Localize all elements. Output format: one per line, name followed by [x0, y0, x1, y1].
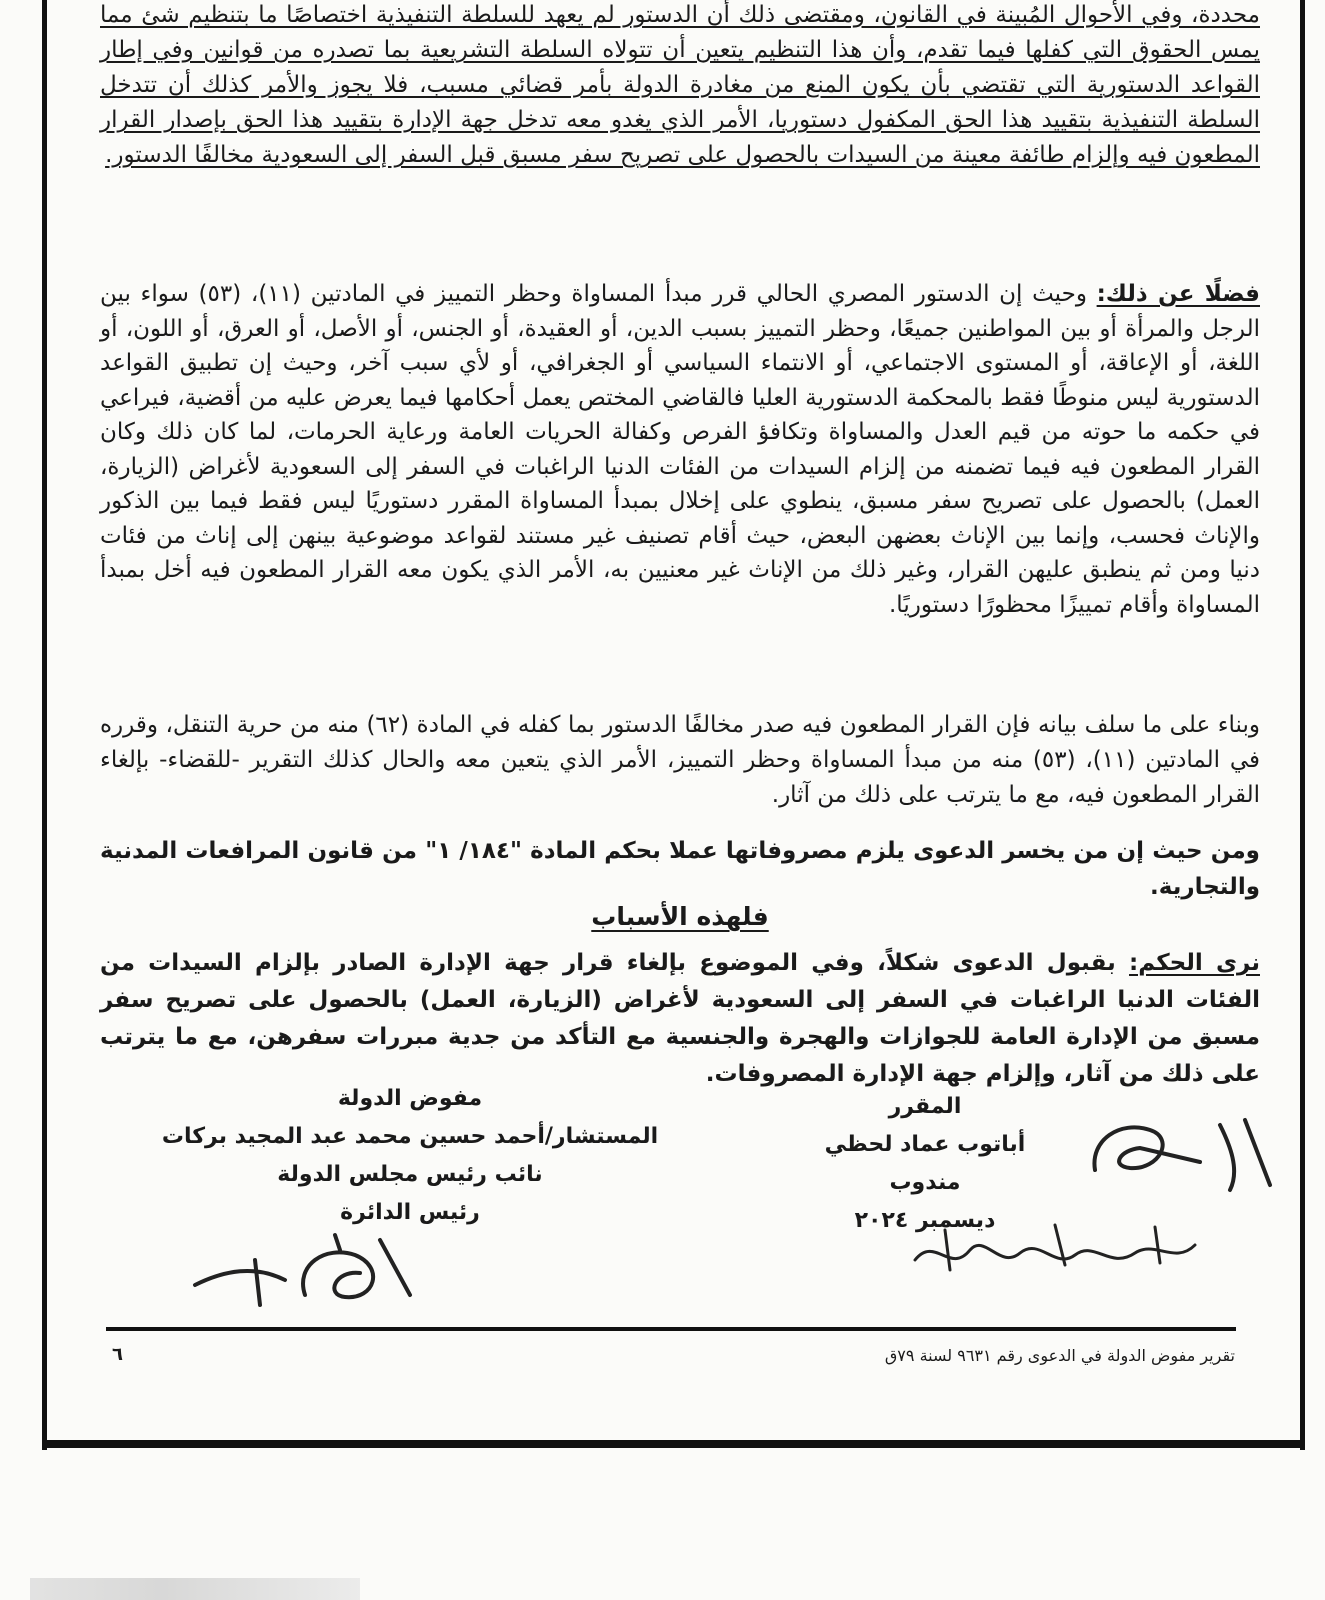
paragraph-lead-ruling: نرى الحكم: [1129, 950, 1260, 976]
paragraph-equality-text: وحيث إن الدستور المصري الحالي قرر مبدأ المساواة وحظر التمييز في المادتين (١١)، (٥٣) سواء بين الرجل والمرأة أو بين المواطنين جميعًا، وحظر التمييز بسبب الدين، أو العقيدة، أو الجنس، أو الأصل، أو العرق، أو اللون، أو اللغة، أو الإعاقة، أو المستوى الاجتماعي، أو الانتماء السياسي أو الجغرافي، أو لأي سبب آخر، وحيث إن تطبيق القواعد الدستورية ليس منوطًا فقط بالمحكمة الدستورية العليا فالقاضي المختص يعمل أحكامها فيما يعرض عليه من أقضية، فيراعي في حكمه ما حوته من قيم العدل والمساواة وتكافؤ الفرص وكفالة الحريات العامة ورعاية الحرمات، لما كان ذلك وكان القرار المطعون فيه فيما تضمنه من إلزام السيدات من الفئات الدنيا الراغبات في السفر إلى السعودية لأغراض (الزيارة، العمل) بالحصول على تصريح سفر مسبق، ينطوي على إخلال بمبدأ المساواة المقرر دستوريًا ليس فقط فيما بين الذكور والإناث فحسب، وإنما بين الإناث بعضهن البعض، حيث أقام تصنيف غير مستند لقواعد موضوعية بينهن إلى إناث من فئات دنيا ومن ثم ينطبق عليهن القرار، وغير ذلك من الإناث غير معنيين به، الأمر الذي يكون معه القرار المطعون فيه أخل بمبدأ المساواة وأقام تمييزًا محظورًا دستوريًا. [100, 281, 1260, 618]
commissioner-name: المستشار/أحمد حسين محمد عبد المجيد بركات [161, 1124, 659, 1149]
page-frame-left [42, 0, 47, 1450]
section-heading-reasons: فلهذه الأسباب [591, 902, 769, 931]
handwritten-name-rapporteur [905, 1215, 1205, 1285]
page-frame-bottom [42, 1440, 1305, 1448]
page-frame-right [1300, 0, 1305, 1450]
paragraph-lead-moreover: فضلًا عن ذلك: [1096, 281, 1260, 307]
rapporteur-role: مندوب [889, 1170, 961, 1195]
scan-smudge [30, 1578, 360, 1600]
footer-rule [106, 1327, 1236, 1331]
paragraph-conclusion: وبناء على ما سلف بيانه فإن القرار المطعون فيه صدر مخالفًا الدستور بما كفله في المادة (٦٢) منه من حرية التنقل، وقرره في المادتين (١١)، (٥٣) منه من مبدأ المساواة وحظر التمييز، الأمر الذي يتعين معه والحال كذلك التقرير -للقضاء- بإلغاء القرار المطعون فيه، مع ما يترتب على ذلك من آثار. [100, 712, 1260, 808]
paragraph-constitution-travel: محددة، وفي الأحوال المُبينة في القانون، ومقتضى ذلك أن الدستور لم يعهد للسلطة التنفيذية اختصاصًا ما بتنظيم شئ مما يمس الحقوق التي كفلها فيما تقدم، وأن هذا التنظيم يتعين أن تتولاه السلطة التشريعية بما تصدره من قوانين وفي إطار القواعد الدستورية التي تقتضي بأن يكون المنع من مغادرة الدولة بأمر قضائي مسبب، فلا يجوز والأمر كذلك أن تتدخل السلطة التنفيذية بتقييد هذا الحق المكفول دستوريا، الأمر الذي يغدو معه تدخل جهة الإدارة بتقييد هذا الحق بإصدار القرار المطعون فيه وإلزام طائفة معينة من السيدات بالحصول على تصريح سفر مسبق قبل السفر إلى السعودية مخالفًا الدستور. [100, 2, 1260, 168]
paragraph-ruling-text: بقبول الدعوى شكلاً، وفي الموضوع بإلغاء قرار جهة الإدارة الصادر بإلزام السيدات من الفئات الدنيا الراغبات في السفر إلى السعودية لأغراض (الزيارة، العمل) بالحصول على تصريح سفر مسبق من الإدارة العامة للجوازات والهجرة والجنسية مع التأكد من جدية مبررات سفرهن، مع ما يترتب على ذلك من آثار، وإلزام جهة الإدارة المصروفات. [100, 950, 1260, 1087]
commissioner-role-2: رئيس الدائرة [340, 1200, 480, 1225]
footer-case-reference: تقرير مفوض الدولة في الدعوى رقم ٩٦٣١ لسنة ٧٩ق [884, 1346, 1235, 1365]
handwritten-signature-commissioner [185, 1225, 425, 1315]
page-number: ٦ [112, 1344, 123, 1365]
rapporteur-date: ديسمبر ٢٠٢٤ [854, 1208, 996, 1233]
paragraph-equality [100, 277, 1260, 622]
commissioner-role: نائب رئيس مجلس الدولة [277, 1162, 543, 1187]
paragraph-ruling [100, 945, 1260, 1093]
signature-block-commissioner [150, 1080, 670, 1232]
rapporteur-name: أباتوب عماد لحظي [824, 1132, 1026, 1157]
rapporteur-title: المقرر [888, 1094, 962, 1119]
paragraph-costs: ومن حيث إن من يخسر الدعوى يلزم مصروفاتها عملا بحكم المادة "١٨٤/ ١" من قانون المرافعات المدنية والتجارية. [100, 838, 1260, 900]
handwritten-signature-rapporteur [1080, 1100, 1280, 1200]
commissioner-title: مفوض الدولة [337, 1086, 483, 1111]
